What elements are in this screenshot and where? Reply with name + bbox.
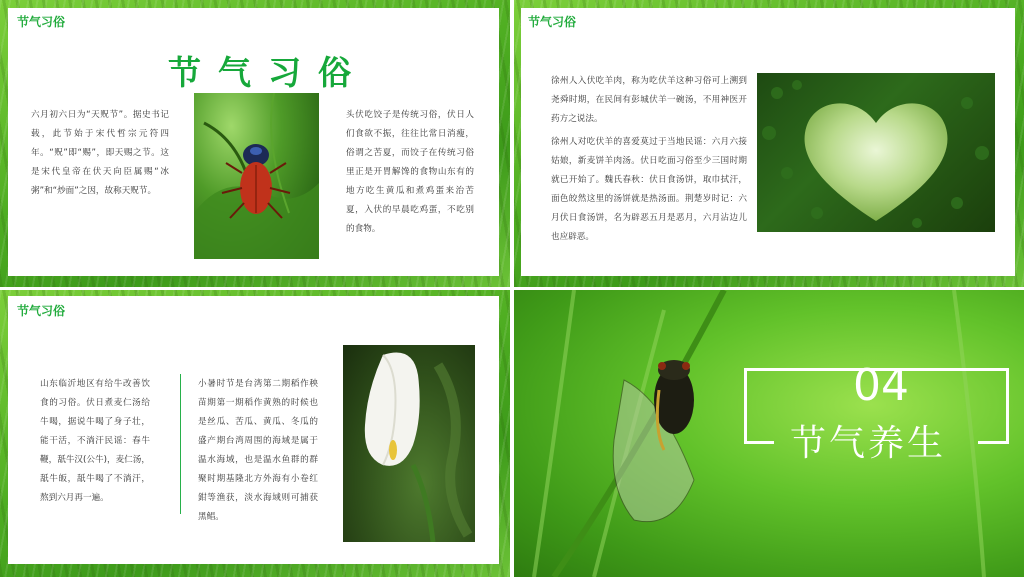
slide-2-para-1: 徐州人入伏吃羊肉，称为吃伏羊这种习俗可上溯到尧舜时期，在民间有彭城伏羊一碗汤，不用神医开药方之说法。	[551, 76, 747, 124]
slide-2-para-2: 徐州人对吃伏羊的喜爱莫过于当地民谣：六月六接姑娘，新麦饼羊肉汤。伏日吃面习俗至少三国时期就已开始了。魏氏春秋：伏日食汤饼，取巾拭汗，面色皎然这里的汤饼就是热汤面。荆楚岁时记：六月伏日食汤饼，名为辟恶五月是恶月，六月沾边儿也应辟恶。	[551, 137, 747, 242]
section-frame-bottom-left	[744, 441, 774, 444]
slide-3[interactable]	[0, 290, 510, 577]
gutter-horizontal	[0, 287, 1024, 290]
section-title: 节气养生	[790, 423, 947, 464]
section-number: 04	[853, 360, 909, 411]
hedge-photo	[757, 73, 995, 232]
slide-2-tag: 节气习俗	[528, 15, 577, 29]
slide-3-mid-text: 小暑时节是台湾第二期稻作秧苗期第一期稻作黄熟的时候也是丝瓜、苦瓜、黄瓜、冬瓜的盛产期台湾周围的海域是属于温水海域，也是温水鱼群的群聚时期基隆北方外海有小卷红鉗等渔获，淡水海域则可捕获黑鲳。	[198, 379, 318, 522]
slide-1[interactable]	[0, 0, 510, 287]
slide-3-left-text: 山东临沂地区有给牛改善饮食的习俗。伏日煮麦仁汤给牛喝，据说牛喝了身子壮，能干活，不淌汗民谣：春牛鞭，舐牛汉(公牛)，麦仁汤，舐牛皈，舐牛喝了不淌汗，熬到六月再一遍。	[40, 379, 150, 503]
beetle-photo	[194, 93, 319, 259]
beetle-icon	[194, 93, 319, 259]
slide-3-tag: 节气习俗	[17, 304, 66, 318]
slide-1-left-text: 六月初六日为“天贶节”。据史书记载，此节始于宋代哲宗元符四年。“贶”即“赐”，即天赐之节。这是宋代皇帝在伏天向臣属赐“冰粥”和“炒面”之因，故称天贶节。	[31, 110, 169, 196]
calla-photo	[343, 345, 475, 542]
calla-lily-icon	[343, 345, 475, 542]
slide-2[interactable]	[514, 0, 1024, 287]
slide-1-right-text: 头伏吃饺子是传统习俗，伏日人们食欲不振，往往比常日消瘦，俗谓之苦夏，而饺子在传统习俗里正是开胃解馋的食物山东有的地方吃生黄瓜和煮鸡蛋来治苦夏，入伏的早晨吃鸡蛋，不吃别的食物。	[346, 110, 474, 234]
slide-4[interactable]	[514, 290, 1024, 577]
section-frame-bottom-right	[978, 441, 1006, 444]
heart-hedge-icon	[757, 73, 995, 232]
slide-1-tag: 节气习俗	[17, 15, 66, 29]
slide-3-divider	[180, 374, 181, 514]
slide-1-title: 节气习俗	[168, 53, 368, 92]
